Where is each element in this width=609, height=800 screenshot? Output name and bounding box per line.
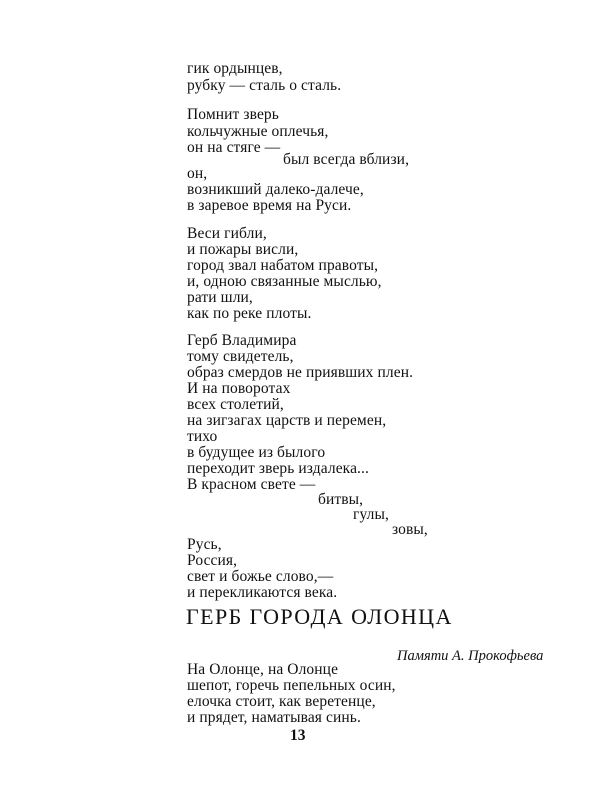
poem-line: на зигзагах царств и перемен, [187, 412, 387, 429]
poem-line: переходит зверь издалека... [187, 460, 369, 477]
poem-line: На Олонце, на Олонце [187, 661, 339, 678]
poem-line: и, одною связанные мыслью, [187, 273, 382, 290]
poem-line: шепот, горечь пепельных осин, [187, 677, 396, 694]
poem-line: тихо [187, 428, 218, 445]
poem-line: гулы, [353, 506, 389, 523]
poem-line: Помнит зверь [187, 106, 279, 123]
poem-line: и перекликаются века. [187, 584, 338, 601]
poem-line: образ смердов не приявших плен. [187, 364, 414, 381]
poem-line: битвы, [318, 491, 364, 508]
poem-line: свет и божье слово,— [187, 568, 334, 585]
poem-dedication: Памяти А. Прокофьева [397, 648, 544, 664]
poem-line: Веси гибли, [187, 225, 267, 242]
poem-line: в заревое время на Руси. [187, 197, 352, 214]
poem-line: В красном свете — [187, 476, 316, 493]
poem-line: он, [187, 165, 208, 182]
poem-line: рубку — сталь о сталь. [187, 77, 342, 94]
poem-line: тому свидетель, [187, 348, 294, 365]
poem-line: елочка стоит, как веретенце, [187, 693, 376, 710]
poem-line: Русь, [187, 536, 222, 553]
page-number: 13 [290, 727, 306, 744]
poem-line: возникший далеко-далече, [187, 181, 364, 198]
poem-line: город звал набатом правоты, [187, 257, 379, 274]
poem-line: зовы, [392, 521, 428, 538]
poem-line: всех столетий, [187, 396, 284, 413]
poem-line: и пожары висли, [187, 241, 299, 258]
poem-title: ГЕРБ ГОРОДА ОЛОНЦА [186, 604, 453, 629]
poem-line: И на поворотах [187, 380, 291, 397]
poem-line: рати шли, [187, 289, 253, 306]
poem-line: в будущее из былого [187, 444, 326, 461]
poem-line: гик ордынцев, [187, 60, 283, 77]
poem-line: кольчужные оплечья, [187, 123, 329, 140]
poem-line: он на стяге — [187, 139, 281, 156]
poem-line: Герб Владимира [187, 332, 297, 349]
poem-line: Россия, [187, 552, 238, 569]
poem-line: и прядет, наматывая синь. [187, 709, 361, 726]
poem-line: был всегда вблизи, [283, 151, 410, 168]
poem-line: как по реке плоты. [187, 305, 312, 322]
